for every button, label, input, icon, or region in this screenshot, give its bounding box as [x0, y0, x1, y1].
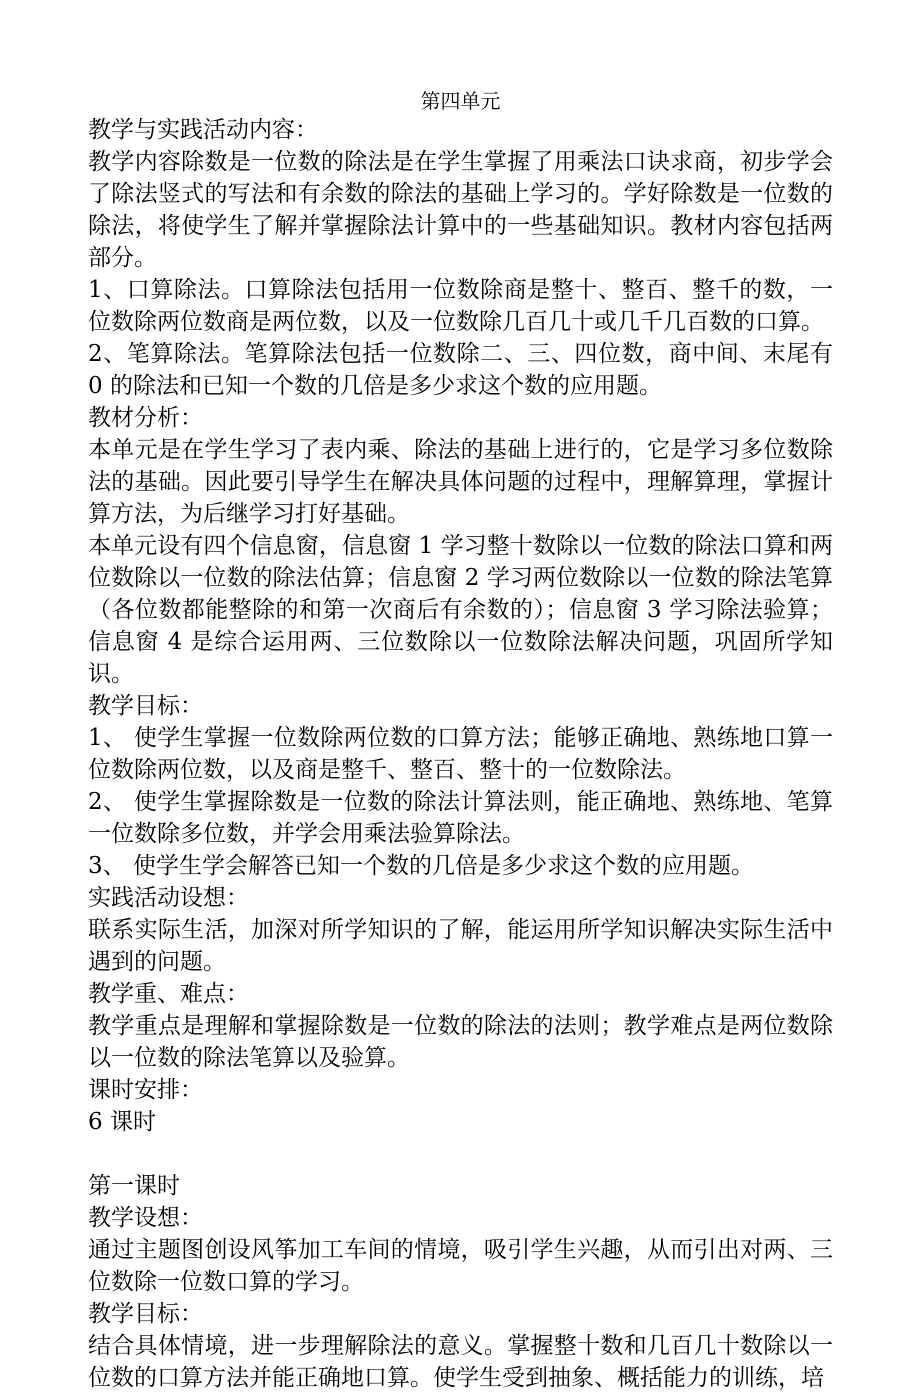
document-page	[88, 88, 833, 1394]
paragraph-item-2: 2、笔算除法。笔算除法包括一位数除二、三、四位数，商中间、末尾有 0 的除法和已知一个数的几倍是多少求这个数的应用题。	[88, 341, 833, 399]
heading-content: 教学与实践活动内容：	[88, 117, 318, 143]
paragraph-lesson-goals: 结合具体情境，进一步理解除法的意义。掌握整十数和几百几十数除以一位数的口算方法并能正确地口算。使学生受到抽象、概括能力的训练，培	[88, 1333, 833, 1391]
goal-item-1: 1、 使学生掌握一位数除两位数的口算方法；能够正确地、熟练地口算一位数除两位数，以及商是整千、整百、整十的一位数除法。	[88, 725, 833, 783]
blank-line	[88, 1138, 833, 1170]
heading-lesson-1: 第一课时	[88, 1173, 180, 1199]
goal-item-2: 2、 使学生掌握除数是一位数的除法计算法则，能正确地、熟练地、笔算一位数除多位数，并学会用乘法验算除法。	[88, 789, 833, 847]
paragraph-lesson-idea: 通过主题图创设风筝加工车间的情境，吸引学生兴趣，从而引出对两、三位数除一位数口算的学习。	[88, 1237, 833, 1295]
heading-analysis: 教材分析：	[88, 405, 203, 431]
paragraph-practice: 联系实际生活，加深对所学知识的了解，能运用所学知识解决实际生活中遇到的问题。	[88, 917, 833, 975]
heading-goals: 教学目标：	[88, 693, 203, 719]
paragraph-intro: 教学内容除数是一位数的除法是在学生掌握了用乘法口诀求商，初步学会了除法竖式的写法和有余数的除法的基础上学习的。学好除数是一位数的除法，将使学生了解并掌握除法计算中的一些基础知识。教材内容包括两部分。	[88, 149, 833, 271]
heading-schedule: 课时安排：	[88, 1077, 203, 1103]
paragraph-key-points: 教学重点是理解和掌握除数是一位数的除法的法则；教学难点是两位数除以一位数的除法笔算以及验算。	[88, 1013, 833, 1071]
heading-key-points: 教学重、难点：	[88, 981, 249, 1007]
paragraph-schedule: 6 课时	[88, 1109, 156, 1135]
heading-practice: 实践活动设想：	[88, 885, 249, 911]
paragraph-item-1: 1、口算除法。口算除法包括用一位数除商是整十、整百、整千的数，一位数除两位数商是两位数，以及一位数除几百几十或几千几百数的口算。	[88, 277, 833, 335]
heading-lesson-goals: 教学目标：	[88, 1301, 203, 1327]
goal-item-3: 3、 使学生学会解答已知一个数的几倍是多少求这个数的应用题。	[88, 853, 754, 879]
document-title: 第四单元	[420, 89, 501, 113]
heading-lesson-idea: 教学设想：	[88, 1205, 203, 1231]
paragraph-info-windows: 本单元设有四个信息窗，信息窗 1 学习整十数除以一位数的除法口算和两位数除以一位数的除法估算；信息窗 2 学习两位数除以一位数的除法笔算（各位数都能整除的和第一次商后有余数的）；信息窗 3 学习除法验算；信息窗 4 是综合运用两、三位数除以一位数除法解决问题，巩固所学知识。	[88, 533, 833, 687]
paragraph-analysis: 本单元是在学生学习了表内乘、除法的基础上进行的，它是学习多位数除法的基础。因此要引导学生在解决具体问题的过程中，理解算理，掌握计算方法，为后继学习打好基础。	[88, 437, 833, 527]
